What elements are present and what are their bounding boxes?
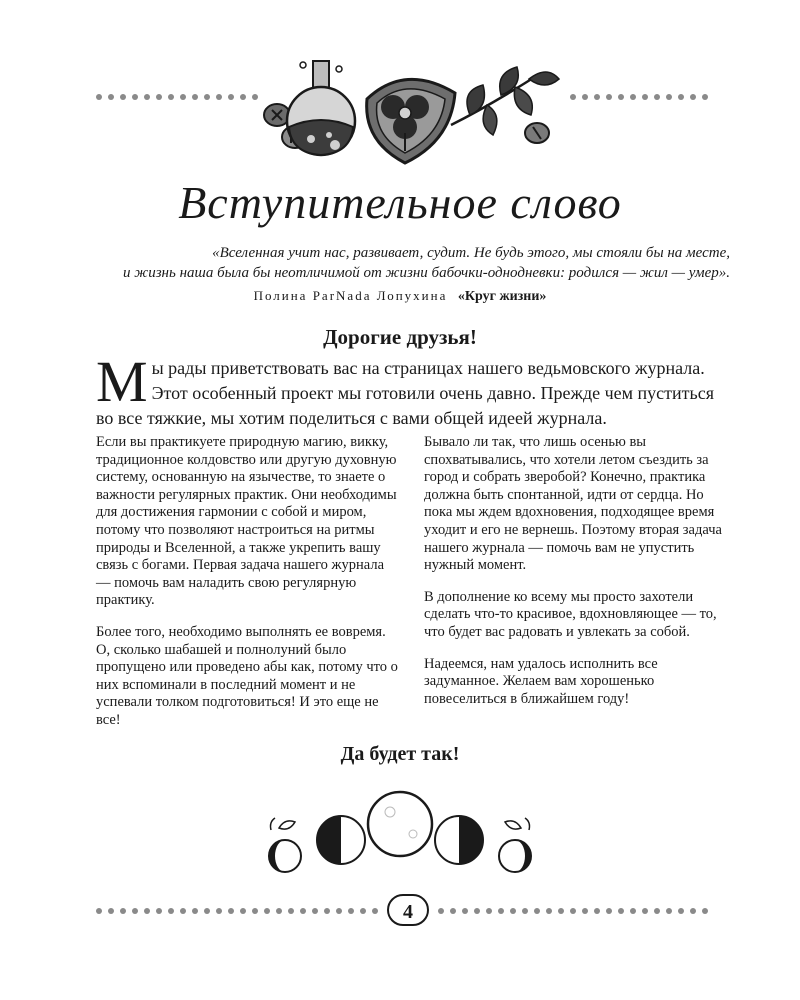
dot xyxy=(498,908,504,914)
page-title: Вступительное слово xyxy=(178,177,622,228)
dot xyxy=(642,908,648,914)
dotted-rule-top-right xyxy=(570,94,710,100)
dot xyxy=(702,908,708,914)
epigraph-line-1: «Вселенная учит нас, развивает, судит. Не будь этого, мы стояли бы на месте, xyxy=(212,245,730,261)
dot xyxy=(666,908,672,914)
dot xyxy=(168,908,174,914)
left-column xyxy=(96,434,398,744)
dot xyxy=(450,908,456,914)
rune-stone-icon xyxy=(525,123,549,143)
dot xyxy=(132,94,138,100)
dot xyxy=(180,908,186,914)
moon-waxing-crescent-icon xyxy=(499,818,531,872)
dot xyxy=(240,908,246,914)
epigraph-line-2: и жизнь наша была бы неотличимой от жизни бабочки-однодневки: родился — жил — умер». xyxy=(123,265,730,281)
dot xyxy=(180,94,186,100)
dot xyxy=(108,94,114,100)
dot xyxy=(288,908,294,914)
dot xyxy=(132,908,138,914)
dot xyxy=(582,908,588,914)
dot xyxy=(156,908,162,914)
moon-waning-crescent-icon xyxy=(269,818,301,872)
dot xyxy=(228,94,234,100)
potion-shield-illustration-icon xyxy=(255,55,565,170)
body-paragraph: В дополнение ко всему мы просто захотели сделать что-то красивое, вдохновляющее — то, что будет вас радовать и увлекать за собой. xyxy=(424,588,717,640)
drop-cap: М xyxy=(96,349,148,414)
dot xyxy=(240,94,246,100)
dot xyxy=(120,908,126,914)
flower-shield-icon xyxy=(367,79,455,163)
dot xyxy=(204,94,210,100)
closing-line: Да будет так! xyxy=(340,743,460,765)
dot xyxy=(108,908,114,914)
dotted-rule-top-left xyxy=(96,94,256,100)
dot xyxy=(144,908,150,914)
page-number: 4 xyxy=(387,894,429,926)
epigraph-author: Полина ParNada Лопухина xyxy=(253,288,448,303)
moon-first-quarter-icon xyxy=(435,816,483,864)
dot xyxy=(642,94,648,100)
dot xyxy=(510,908,516,914)
intro-paragraph xyxy=(96,349,726,431)
dot xyxy=(324,908,330,914)
dot xyxy=(168,94,174,100)
dot xyxy=(144,94,150,100)
dot xyxy=(570,94,576,100)
body-paragraph: Если вы практикуете природную магию, викку, традиционное колдовство или другую духовную систему, основанную на язычестве, то знаете о важности регулярных практик. Они необходимы для достижения гармонии с собой и миром, потому что позволяют настроиться на ритмы природы и Вселенной, а также укрепить вашу связь с богами. Первая задача нашего журнала — помочь вам наладить свою регулярную практику. xyxy=(96,434,397,609)
dot xyxy=(300,908,306,914)
dot xyxy=(312,908,318,914)
dot xyxy=(534,908,540,914)
dot xyxy=(336,908,342,914)
dot xyxy=(156,94,162,100)
moon-phases-icon xyxy=(255,788,545,878)
dot xyxy=(276,908,282,914)
dot xyxy=(486,908,492,914)
dot xyxy=(666,94,672,100)
dot xyxy=(594,94,600,100)
dotted-rule-bottom-right xyxy=(438,908,710,914)
moon-full-icon xyxy=(368,792,432,856)
epigraph-byline xyxy=(100,288,700,305)
dot xyxy=(204,908,210,914)
dot xyxy=(606,94,612,100)
epigraph-source: «Круг жизни» xyxy=(457,289,547,304)
dot xyxy=(678,908,684,914)
dot xyxy=(558,908,564,914)
dot xyxy=(474,908,480,914)
dot xyxy=(192,908,198,914)
body-paragraph: Надеемся, нам удалось исполнить все задуманное. Желаем вам хорошенько повеселиться в ближайшем году! xyxy=(424,655,658,707)
dot xyxy=(360,908,366,914)
dot xyxy=(264,908,270,914)
dot xyxy=(522,908,528,914)
epigraph xyxy=(90,243,730,283)
dot xyxy=(228,908,234,914)
dot xyxy=(192,94,198,100)
dot xyxy=(438,908,444,914)
dot xyxy=(348,908,354,914)
dot xyxy=(630,908,636,914)
dot xyxy=(120,94,126,100)
dot xyxy=(546,908,552,914)
body-paragraph: Бывало ли так, что лишь осенью вы спохватывались, что хотели летом съездить за город и собрать зверобой? Конечно, практика должна быть спонтанной, идти от сердца. Но пока мы ждем вдохновения, подходящее время уходит и его не вернешь. Поэтому вторая задача нашего журнала — помочь вам не упустить нужный момент. xyxy=(424,434,722,574)
potion-flask-icon xyxy=(287,61,355,155)
dot xyxy=(216,94,222,100)
dot xyxy=(606,908,612,914)
right-column xyxy=(424,434,726,722)
dot xyxy=(654,908,660,914)
moon-last-quarter-icon xyxy=(317,816,365,864)
dot xyxy=(690,94,696,100)
dot xyxy=(462,908,468,914)
dot xyxy=(618,908,624,914)
dot xyxy=(372,908,378,914)
dot xyxy=(690,908,696,914)
dot xyxy=(96,908,102,914)
dot xyxy=(216,908,222,914)
greeting-heading: Дорогие друзья! xyxy=(323,325,477,349)
body-paragraph: Более того, необходимо выполнять ее вовремя. О, сколько шабашей и полнолуний было пропущено или проведено абы как, потому что о них вспоминали в последний момент и не успевали толком подготовиться! И это еще не все! xyxy=(96,623,398,728)
dot xyxy=(630,94,636,100)
dotted-rule-bottom-left xyxy=(96,908,378,914)
intro-text: ы рады приветствовать вас на страницах нашего ведьмовского журнала. Этот особенный проект мы готовили очень давно. Прежде чем пуститься во все тяжкие, мы хотим поделиться с вами общей идеей журнала. xyxy=(96,358,714,428)
dot xyxy=(96,94,102,100)
dot xyxy=(570,908,576,914)
dot xyxy=(252,908,258,914)
dot xyxy=(618,94,624,100)
dot xyxy=(678,94,684,100)
dot xyxy=(654,94,660,100)
dot xyxy=(702,94,708,100)
dot xyxy=(582,94,588,100)
dot xyxy=(594,908,600,914)
